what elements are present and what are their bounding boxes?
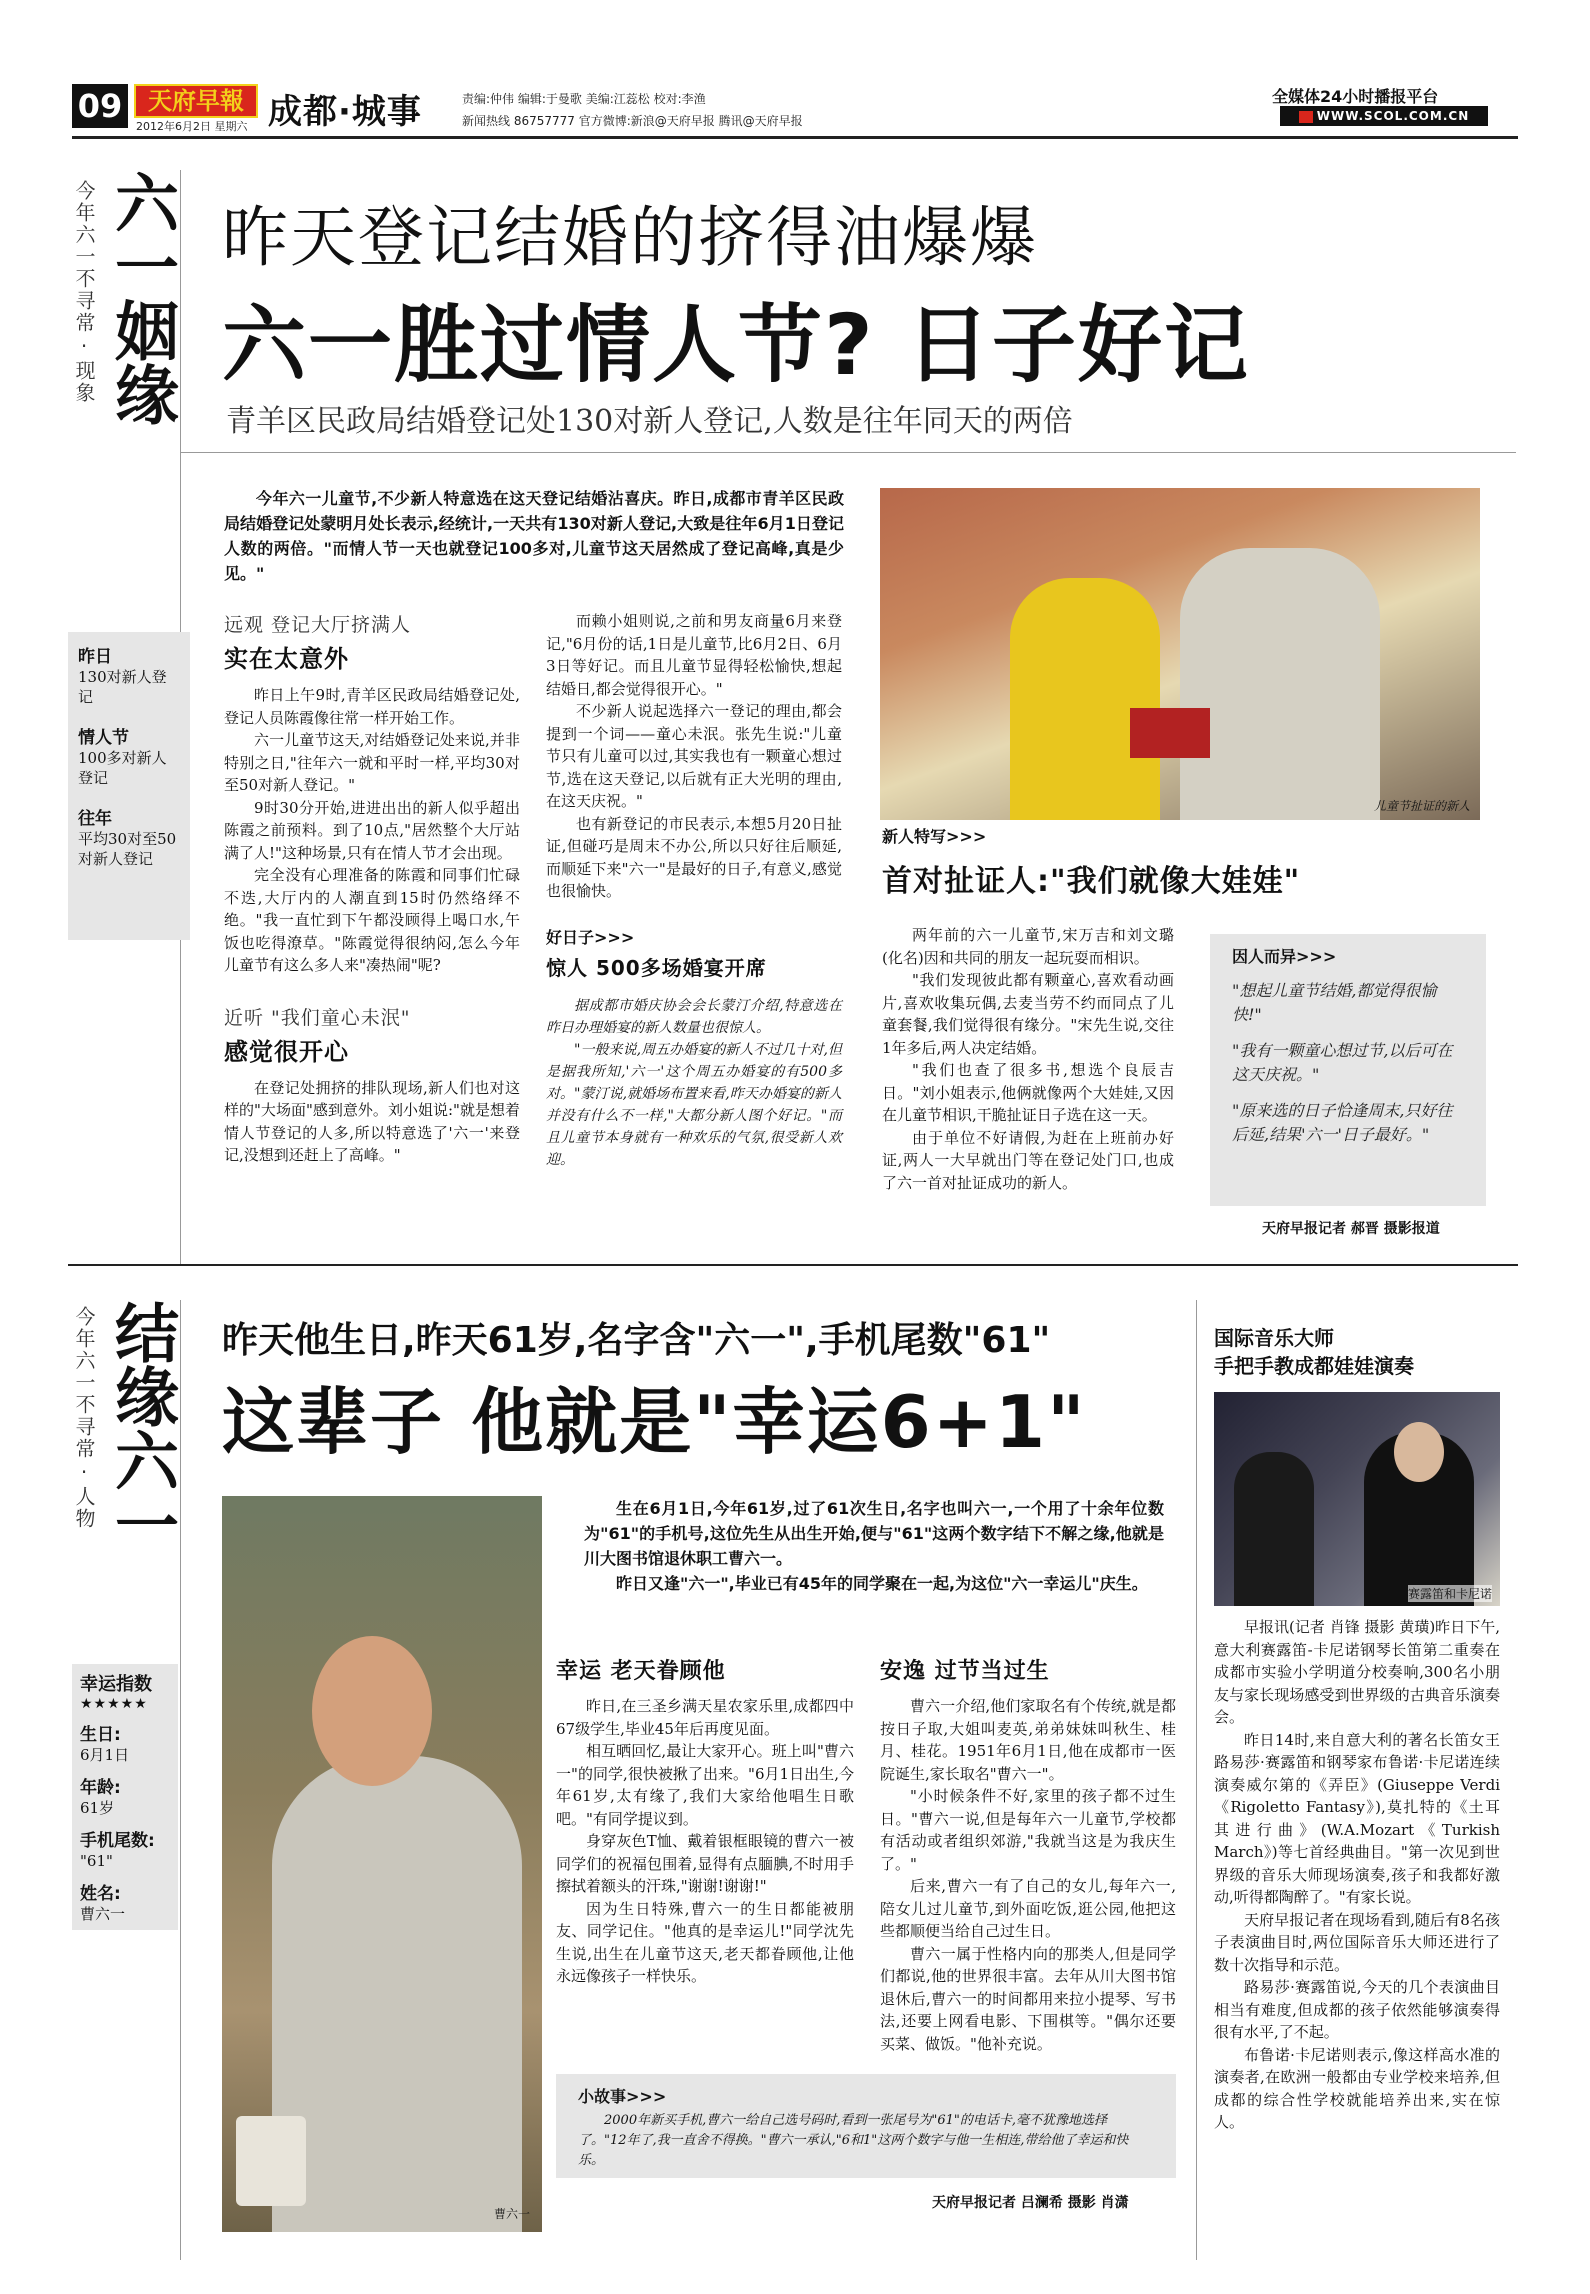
photo-figure-man xyxy=(1180,548,1380,820)
photo-caption: 儿童节扯证的新人 xyxy=(1373,799,1470,813)
luck-title: 幸运指数 xyxy=(80,1674,152,1695)
sec1-body: 昨日上午9时,青羊区民政局结婚登记处,登记人员陈霞像往常一样开始工作。 六一儿童节这天,对结婚登记处来说,并非特别之日,"往年六一就和平时一样,平均30对至50对新人登记。" 9时30分开始,进进出出的新人似乎超出陈霞之前预料。到了10点,"居然整个大厅站满了人!"这种场景,只有在情人节才会出现。 完全没有心理准备的陈霞和同事们忙碌不迭,大厅内的人潮直到15时仍然络绎不绝。"我一直忙到下午都没顾得上喝口水,午饭也吃得潦草。"陈霞觉得很纳闷,怎么今年儿童节有这么多人来"凑热闹"呢? xyxy=(224,686,520,974)
story1-side-title: 六一姻缘 xyxy=(104,170,178,426)
story2-left-divider xyxy=(180,1300,181,2260)
story1-subhead-rule xyxy=(180,452,1516,453)
story1-intro: 今年六一儿童节,不少新人特意选在这天登记结婚沾喜庆。昨日,成都市青羊区民政局结婚登记处蒙明月处长表示,经统计,一天共有130对新人登记,大致是往年6月1日登记人数的两倍。"而情人节一天也就登记100多对,儿童节这天居然成了登记高峰,真是少见。" xyxy=(224,489,844,583)
sec2-head: 感觉很开心 xyxy=(224,1037,349,1066)
story3-headline-1: 国际音乐大师 xyxy=(1214,1326,1334,1350)
story1-stats-sidebar xyxy=(68,632,190,940)
sec2-kicker: 近听 "我们童心未泯" xyxy=(224,1006,411,1029)
stat-label: 情人节 xyxy=(78,728,129,748)
website-bar[interactable] xyxy=(1280,106,1488,126)
issue-date: 2012年6月2日 星期六 xyxy=(136,120,248,133)
story2-column-1 xyxy=(556,1654,854,1988)
special-body: 两年前的六一儿童节,宋万吉和刘文璐(化名)因和共同的朋友一起玩耍而相识。 "我们发现彼此都有颗童心,喜欢看动画片,喜欢收集玩偶,去麦当劳不约而同点了儿童套餐,我们觉得很有缘分。"宋先生说,交往1年多后,两人决定结婚。 "我们也查了很多书,想选个良辰吉日。"刘小姐表示,他俩就像两个大娃娃,又因在儿童节相识,干脆扯证日子选在这一天。 由于单位不好请假,为赶在上班前办好证,两人一大早就出门等在登记处门口,也成了六一首对扯证成功的新人。 xyxy=(882,926,1174,1192)
story2-sec1-body: 昨日,在三圣乡满天星农家乐里,成都四中67级学生,毕业45年后再度见面。 相互晒回忆,最让大家开心。班上叫"曹六一"的同学,很快被揪了出来。"6月1日出生,今年61岁,太有缘了,我们大家给他唱生日歌吧。"有同学提议到。 身穿灰色T恤、戴着银框眼镜的曹六一被同学们的祝福包围着,显得有点腼腆,不时用手擦拭着额头的汗珠,"谢谢!谢谢!" 因为生日特殊,曹六一的生日都能被朋友、同学记住。"他真的是幸运儿!"同学沈先生说,出生在儿童节这天,老天都眷顾他,让他永远像孩子一样快乐。 xyxy=(556,1697,854,1985)
luck-item: 生日: 6月1日 xyxy=(80,1725,130,1764)
little-story-title: 小故事>>> xyxy=(578,2087,667,2106)
luck-sidebar xyxy=(72,1664,178,1930)
story2-sec1-head: 幸运 老天眷顾他 xyxy=(556,1659,726,1684)
platform-slogan: 全媒体24小时播报平台 xyxy=(1272,87,1439,106)
stat-value: 130对新人登记 xyxy=(78,668,167,706)
quote-item: "原来选的日子恰逢周末,只好往后延,结果'六一'日子最好。" xyxy=(1232,1101,1453,1144)
story1-headline-2: 六一胜过情人节? 日子好记 xyxy=(222,296,1250,394)
quotes-box-title: 因人而异>>> xyxy=(1232,947,1337,966)
photo-face xyxy=(312,1636,432,1786)
little-story-text: 2000年新买手机,曹六一给自己选号码时,看到一张尾号为"61"的电话卡,毫不犹豫地选择了。"12年了,我一直舍不得换。"曹六一承认,"6和1"这两个数字与他一生相连,带给他了幸运和快乐。 xyxy=(578,2113,1129,2168)
sec3-kicker: 好日子>>> xyxy=(546,927,635,947)
luck-item: 年龄: 61岁 xyxy=(80,1778,121,1817)
special-head: 首对扯证人:"我们就像大娃娃" xyxy=(882,864,1301,899)
story1-column-2 xyxy=(546,610,842,1171)
sec3-head: 惊人 500多场婚宴开席 xyxy=(546,955,767,980)
story2-column-2 xyxy=(880,1654,1176,2055)
sec1-head: 实在太意外 xyxy=(224,645,349,673)
staff-line-1: 责编:仲伟 编辑:于曼歌 美编:江蕊松 校对:李渔 xyxy=(462,92,706,106)
story2-photo xyxy=(222,1496,542,2232)
little-story-box xyxy=(556,2074,1176,2178)
photo-figure-woman xyxy=(1010,578,1160,820)
photo-figure xyxy=(272,1756,522,2232)
col2-body: 而赖小姐则说,之前和男友商量6月来登记,"6月份的话,1日是儿童节,比6月2日、6月3日等好记。而且儿童节显得轻松愉快,想起结婚日,都会觉得很开心。" 不少新人说起选择六一登记的理由,都会提到一个词——童心未泯。张先生说:"儿童节只有儿童可以过,其实我也有一颗童心想过节,选在这天登记,以后就有正大光明的理由,在这天庆祝。" 也有新登记的市民表示,本想5月20日扯证,但碰巧是周末不办公,所以只好往后顺延,而顺延下来"六一"是最好的日子,有意义,感觉也很愉快。 xyxy=(546,612,842,900)
photo-face xyxy=(1394,1422,1444,1482)
photo-caption: 赛露笛和卡尼诺 xyxy=(1407,1587,1492,1601)
story3-body: 早报讯(记者 肖锋 摄影 黄璜)昨日下午,意大利赛露笛-卡尼诺钢琴长笛第二重奏在成都市实验小学明道分校奏响,300名小朋友与家长现场感受到世界级的古典音乐演奏会。 昨日14时,来自意大利的著名长笛女王路易莎·赛露笛和钢琴家布鲁诺·卡尼诺连续演奏威尔第的《弄臣》(Giuseppe Verdi《Rigoletto Fantasy》),莫扎特的《土耳其进行曲》(W.A.Mozart《Turkish March》)等七首经典曲目。"第一次见到世界级的音乐大师现场演奏,孩子和我都好激动,听得都陶醉了。"有家长说。 天府早报记者在现场看到,随后有8名孩子表演曲目时,两位国际音乐大师还进行了数十次指导和示范。 路易莎·赛露笛说,今天的几个表演曲目相当有难度,但成都的孩子依然能够演奏得很有水平,了不起。 布鲁诺·卡尼诺则表示,像这样高水准的演奏者,在欧洲一般都由专业学校来培养,但成都的综合性学校就能培养出来,实在惊人。 xyxy=(1214,1618,1500,2131)
story2-credit: 天府早报记者 吕澜希 摄影 肖潇 xyxy=(932,2195,1129,2211)
staff-line-2: 新闻热线 86757777 官方微博:新浪@天府早报 腾讯@天府早报 xyxy=(462,114,803,128)
story1-headline-1: 昨天登记结婚的挤得油爆爆 xyxy=(222,199,1038,276)
sec3-body: 据成都市婚庆协会会长蒙汀介绍,特意选在昨日办理婚宴的新人数量也很惊人。 "一般来说,周五办婚宴的新人不过几十对,但是据我所知,'六一'这个周五办婚宴的有500多对。"蒙汀说,就婚场布置来看,昨天办婚宴的新人并没有什么不一样,"大都分新人图个好记。"而且儿童节本身就有一种欢乐的气氛,很受新人欢迎。 xyxy=(546,997,842,1168)
story1-photo xyxy=(880,488,1480,820)
story2-headline-2: 这辈子 他就是"幸运6+1" xyxy=(222,1380,1087,1464)
stat-value: 100多对新人登记 xyxy=(78,749,167,787)
brand-logo: 天府早報 xyxy=(134,84,258,118)
website-url: WWW.SCOL.COM.CN xyxy=(1316,109,1470,123)
story1-side-kicker: 今年六一不寻常·现象 xyxy=(72,180,96,404)
story-separator xyxy=(68,1264,1518,1266)
story2-sec2-body: 曹六一介绍,他们家取名有个传统,就是都按日子取,大姐叫麦英,弟弟妹妹叫秋生、桂月、桂花。1951年6月1日,他在成都市一医院诞生,家长取名"曹六一"。 "小时候条件不好,家里的孩子都不过生日。"曹六一说,但是每年六一儿童节,学校都有活动或者组织郊游,"我就当这是为我庆生了。" 后来,曹六一有了自己的女儿,每年六一,陪女儿过儿童节,到外面吃饭,逛公园,他把这些都顺便当给自己过生日。 曹六一属于性格内向的那类人,但是同学们都说,他的世界很丰富。去年从川大图书馆退休后,曹六一的时间都用来拉小提琴、写书法,还要上网看电影、下围棋等。"偶尔还要买菜、做饭。"他补充说。 xyxy=(880,1697,1176,2053)
photo-cup xyxy=(236,2116,306,2206)
luck-stars: ★★★★★ xyxy=(80,1696,148,1712)
story2-side-kicker: 今年六一不寻常·人物 xyxy=(72,1306,96,1530)
sec2-body: 在登记处拥挤的排队现场,新人们也对这样的"大场面"感到意外。刘小姐说:"就是想着情人节登记的人多,所以特意选了'六一'来登记,没想到还赶上了高峰。" xyxy=(224,1078,520,1164)
story2-side-title: 结缘六一 xyxy=(104,1300,178,1556)
story2-intro: 生在6月1日,今年61岁,过了61次生日,名字也叫六一,一个用了十余年位数为"61"的手机号,这位先生从出生开始,便与"61"这两个数字结下不解之缘,他就是川大图书馆退休职工曹六一。 昨日又逢"六一",毕业已有45年的同学聚在一起,为这位"六一幸运儿"庆生。 xyxy=(584,1499,1164,1593)
stat-item xyxy=(78,642,180,707)
luck-item: 姓名: 曹六一 xyxy=(80,1884,126,1923)
page-number: 09 xyxy=(72,84,128,128)
story2-headline-1: 昨天他生日,昨天61岁,名字含"六一",手机尾数"61" xyxy=(222,1320,1051,1361)
stat-item xyxy=(78,723,180,788)
story2-sec2-head: 安逸 过节当过生 xyxy=(880,1659,1050,1684)
special-kicker: 新人特写>>> xyxy=(882,827,987,846)
stat-label: 昨日 xyxy=(78,647,112,667)
section-title: 成都·城事 xyxy=(268,92,422,132)
photo-certificates xyxy=(1130,708,1210,758)
sec1-kicker: 远观 登记大厅挤满人 xyxy=(224,614,412,636)
stat-value: 平均30对至50对新人登记 xyxy=(78,830,177,868)
website-icon xyxy=(1299,111,1313,123)
story3-photo xyxy=(1214,1392,1500,1606)
quote-item: "想起儿童节结婚,都觉得很愉快!" xyxy=(1232,981,1437,1024)
stat-item xyxy=(78,804,180,869)
story1-subhead: 青羊区民政局结婚登记处130对新人登记,人数是往年同天的两倍 xyxy=(226,404,1073,439)
luck-item: 手机尾数: "61" xyxy=(80,1831,155,1870)
photo-figure-woman xyxy=(1234,1452,1314,1606)
story3-headline-2: 手把手教成都娃娃演奏 xyxy=(1214,1354,1414,1378)
stat-label: 往年 xyxy=(78,809,112,829)
quotes-box xyxy=(1210,934,1486,1206)
photo-caption: 曹六一 xyxy=(493,2207,530,2221)
story1-credit: 天府早报记者 郝晋 摄影报道 xyxy=(1262,1221,1440,1237)
story3-divider xyxy=(1196,1300,1197,2260)
header-rule xyxy=(72,136,1518,139)
story1-column-1 xyxy=(224,610,520,1167)
quote-item: "我有一颗童心想过节,以后可在这天庆祝。" xyxy=(1232,1041,1453,1084)
